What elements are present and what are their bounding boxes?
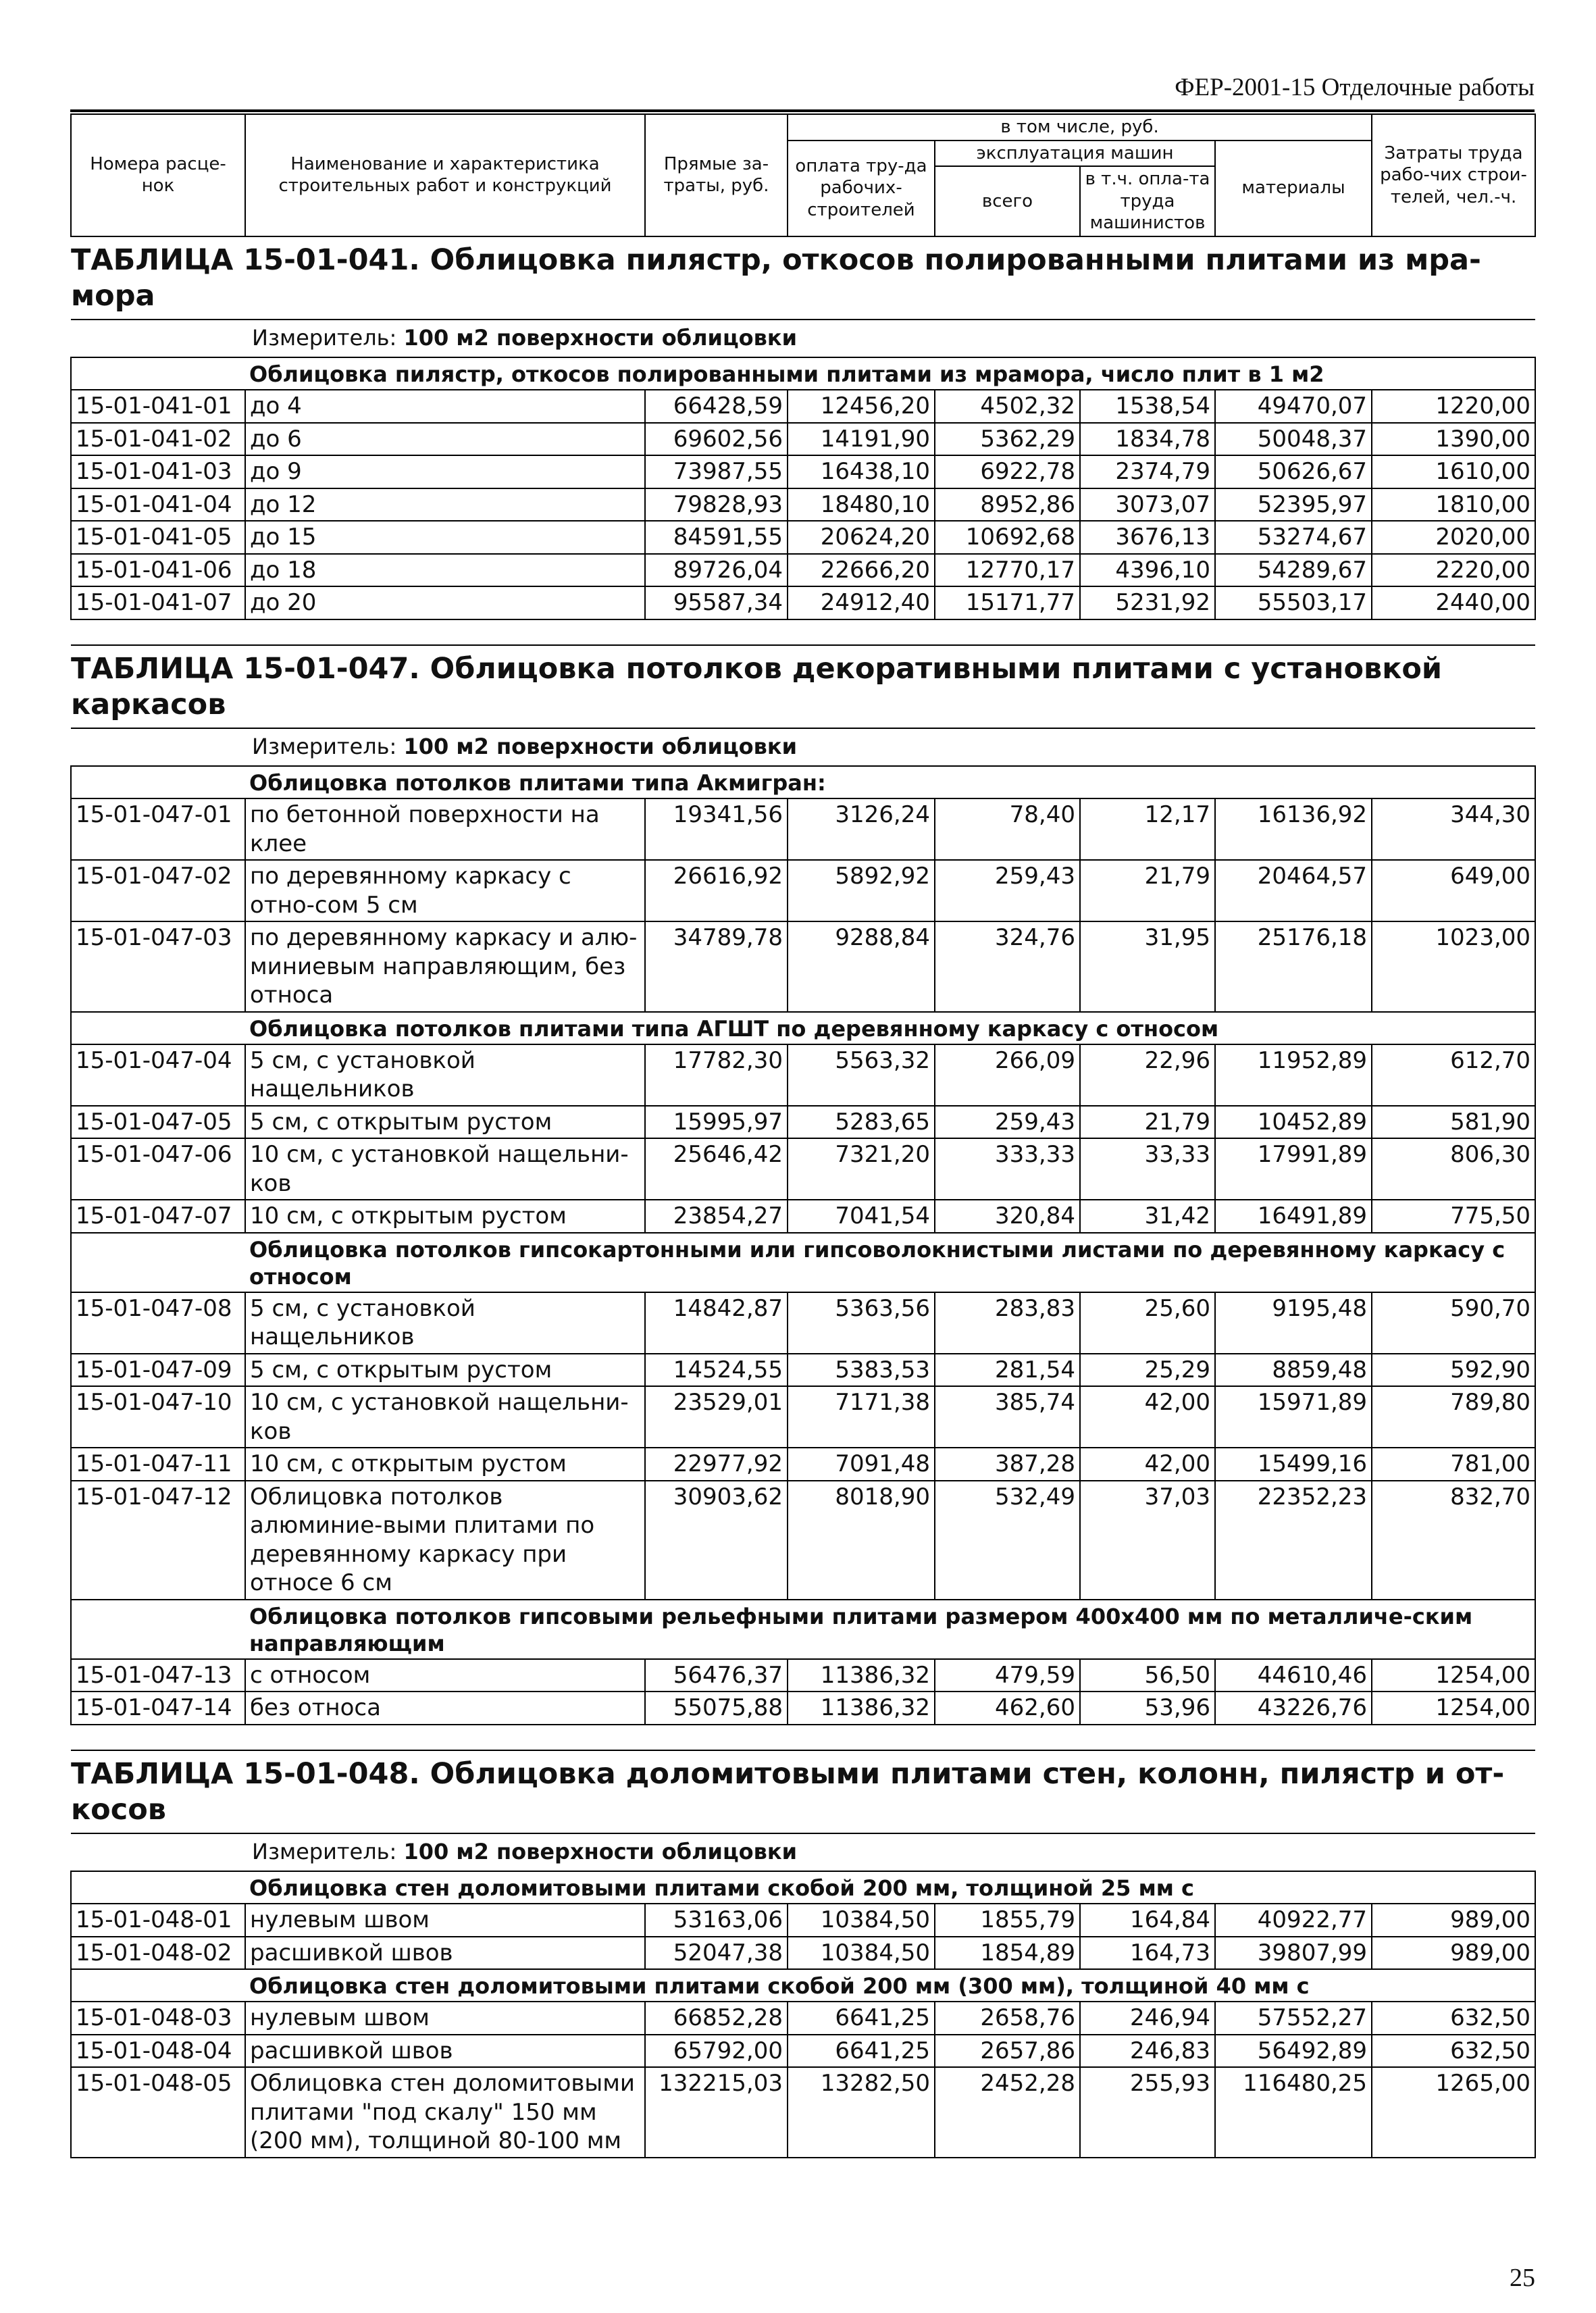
machine-costs: 479,59 <box>935 1659 1080 1692</box>
machinist-wages: 33,33 <box>1080 1138 1215 1200</box>
rate-code: 15-01-041-03 <box>71 455 245 488</box>
material-costs: 25176,18 <box>1215 921 1372 1012</box>
machine-costs: 78,40 <box>935 798 1080 860</box>
worker-wages: 7171,38 <box>788 1386 935 1448</box>
labor-hours: 781,00 <box>1372 1448 1535 1481</box>
work-name: нулевым швом <box>245 1904 645 1937</box>
measure-label: Измеритель: <box>252 734 404 759</box>
direct-costs: 55075,88 <box>645 1692 788 1725</box>
work-name: без относа <box>245 1692 645 1725</box>
machine-costs: 259,43 <box>935 860 1080 921</box>
measure-value: 100 м2 поверхности облицовки <box>403 1839 798 1864</box>
rate-code: 15-01-048-03 <box>71 2002 245 2035</box>
group-heading-row <box>71 1600 1535 1659</box>
worker-wages: 12456,20 <box>788 390 935 423</box>
machinist-wages: 31,95 <box>1080 921 1215 1012</box>
direct-costs: 14842,87 <box>645 1292 788 1354</box>
machine-costs: 385,74 <box>935 1386 1080 1448</box>
direct-costs: 95587,34 <box>645 586 788 619</box>
work-name: до 4 <box>245 390 645 423</box>
table-row <box>71 1138 1535 1200</box>
work-name: по бетонной поверхности на клее <box>245 798 645 860</box>
worker-wages: 16438,10 <box>788 455 935 488</box>
table-row <box>71 488 1535 522</box>
direct-costs: 132215,03 <box>645 2067 788 2158</box>
measure-row <box>71 1833 1535 1871</box>
labor-hours: 806,30 <box>1372 1138 1535 1200</box>
material-costs: 40922,77 <box>1215 1904 1372 1937</box>
table-row <box>71 390 1535 423</box>
machine-costs: 12770,17 <box>935 554 1080 587</box>
document-title: ФЕР-2001-15 Отделочные работы <box>1175 74 1535 101</box>
direct-costs: 79828,93 <box>645 488 788 522</box>
labor-hours: 649,00 <box>1372 860 1535 921</box>
machinist-wages: 4396,10 <box>1080 554 1215 587</box>
labor-hours: 989,00 <box>1372 1904 1535 1937</box>
col-header-labor: Затраты труда рабо-чих строи-телей, чел.-ч. <box>1372 114 1535 236</box>
labor-hours: 2440,00 <box>1372 586 1535 619</box>
table-row <box>71 1106 1535 1139</box>
labor-hours: 775,50 <box>1372 1200 1535 1233</box>
machinist-wages: 164,73 <box>1080 1937 1215 1970</box>
worker-wages: 9288,84 <box>788 921 935 1012</box>
rate-code: 15-01-048-04 <box>71 2035 245 2068</box>
machine-costs: 324,76 <box>935 921 1080 1012</box>
group-heading-row <box>71 1871 1535 1904</box>
rate-code: 15-01-047-06 <box>71 1138 245 1200</box>
table-row <box>71 586 1535 619</box>
measure-unit <box>71 1833 1535 1871</box>
rate-code: 15-01-041-05 <box>71 521 245 554</box>
table-row <box>71 1937 1535 1970</box>
material-costs: 56492,89 <box>1215 2035 1372 2068</box>
table-row <box>71 521 1535 554</box>
group-heading-row <box>71 357 1535 390</box>
worker-wages: 13282,50 <box>788 2067 935 2158</box>
table-row <box>71 1354 1535 1387</box>
machine-costs: 2658,76 <box>935 2002 1080 2035</box>
worker-wages: 7091,48 <box>788 1448 935 1481</box>
machinist-wages: 42,00 <box>1080 1386 1215 1448</box>
rate-code: 15-01-041-01 <box>71 390 245 423</box>
material-costs: 116480,25 <box>1215 2067 1372 2158</box>
worker-wages: 10384,50 <box>788 1937 935 1970</box>
material-costs: 50626,67 <box>1215 455 1372 488</box>
machinist-wages: 3676,13 <box>1080 521 1215 554</box>
rate-code: 15-01-047-08 <box>71 1292 245 1354</box>
material-costs: 50048,37 <box>1215 423 1372 456</box>
labor-hours: 1023,00 <box>1372 921 1535 1012</box>
group-heading: Облицовка потолков плитами типа АГШТ по деревянному каркасу с относом <box>245 1012 1535 1044</box>
labor-hours: 344,30 <box>1372 798 1535 860</box>
direct-costs: 23529,01 <box>645 1386 788 1448</box>
work-name: до 18 <box>245 554 645 587</box>
worker-wages: 6641,25 <box>788 2035 935 2068</box>
group-heading: Облицовка стен доломитовыми плитами скобой 200 мм (300 мм), толщиной 40 мм с <box>245 1969 1535 2002</box>
col-header-direct-costs: Прямые за-траты, руб. <box>645 114 788 236</box>
machinist-wages: 3073,07 <box>1080 488 1215 522</box>
group-heading: Облицовка стен доломитовыми плитами скобой 200 мм, толщиной 25 мм с <box>245 1871 1535 1904</box>
col-header-machines-wages: в т.ч. опла-та труда машинистов <box>1080 166 1215 236</box>
group-heading: Облицовка потолков плитами типа Акмигран: <box>245 766 1535 798</box>
machinist-wages: 22,96 <box>1080 1044 1215 1106</box>
labor-hours: 590,70 <box>1372 1292 1535 1354</box>
group-heading-row <box>71 1012 1535 1044</box>
machine-costs: 281,54 <box>935 1354 1080 1387</box>
machine-costs: 2452,28 <box>935 2067 1080 2158</box>
labor-hours: 2220,00 <box>1372 554 1535 587</box>
direct-costs: 84591,55 <box>645 521 788 554</box>
material-costs: 49470,07 <box>1215 390 1372 423</box>
table-row <box>71 2067 1535 2158</box>
labor-hours: 592,90 <box>1372 1354 1535 1387</box>
direct-costs: 66852,28 <box>645 2002 788 2035</box>
direct-costs: 26616,92 <box>645 860 788 921</box>
machine-costs: 4502,32 <box>935 390 1080 423</box>
material-costs: 43226,76 <box>1215 1692 1372 1725</box>
machine-costs: 10692,68 <box>935 521 1080 554</box>
machine-costs: 8952,86 <box>935 488 1080 522</box>
material-costs: 15499,16 <box>1215 1448 1372 1481</box>
table-row <box>71 1044 1535 1106</box>
table-row <box>71 423 1535 456</box>
rate-code: 15-01-047-02 <box>71 860 245 921</box>
labor-hours: 1610,00 <box>1372 455 1535 488</box>
machine-costs: 333,33 <box>935 1138 1080 1200</box>
material-costs: 22352,23 <box>1215 1481 1372 1600</box>
machinist-wages: 25,60 <box>1080 1292 1215 1354</box>
rate-code: 15-01-047-05 <box>71 1106 245 1139</box>
machinist-wages: 246,94 <box>1080 2002 1215 2035</box>
worker-wages: 5283,65 <box>788 1106 935 1139</box>
table-row <box>71 1904 1535 1937</box>
worker-wages: 5383,53 <box>788 1354 935 1387</box>
worker-wages: 6641,25 <box>788 2002 935 2035</box>
table-row <box>71 860 1535 921</box>
measure-unit <box>71 728 1535 766</box>
table-row <box>71 1481 1535 1600</box>
section-title-row <box>71 236 1535 320</box>
direct-costs: 14524,55 <box>645 1354 788 1387</box>
section-title-row <box>71 1750 1535 1834</box>
direct-costs: 52047,38 <box>645 1937 788 1970</box>
section-spacer <box>71 1725 1535 1750</box>
rate-code: 15-01-048-01 <box>71 1904 245 1937</box>
material-costs: 15971,89 <box>1215 1386 1372 1448</box>
machinist-wages: 56,50 <box>1080 1659 1215 1692</box>
material-costs: 17991,89 <box>1215 1138 1372 1200</box>
rate-code: 15-01-047-11 <box>71 1448 245 1481</box>
material-costs: 11952,89 <box>1215 1044 1372 1106</box>
worker-wages: 7041,54 <box>788 1200 935 1233</box>
direct-costs: 30903,62 <box>645 1481 788 1600</box>
section-spacer <box>71 619 1535 645</box>
material-costs: 10452,89 <box>1215 1106 1372 1139</box>
group-heading: Облицовка пилястр, откосов полированными плитами из мрамора, число плит в 1 м2 <box>245 357 1535 390</box>
worker-wages: 5563,32 <box>788 1044 935 1106</box>
material-costs: 44610,46 <box>1215 1659 1372 1692</box>
group-heading-row <box>71 766 1535 798</box>
measure-value: 100 м2 поверхности облицовки <box>403 325 798 351</box>
worker-wages: 20624,20 <box>788 521 935 554</box>
group-heading: Облицовка потолков гипсокартонными или гипсоволокнистыми листами по деревянному каркасу с относом <box>245 1233 1535 1292</box>
work-name: 5 см, с открытым рустом <box>245 1354 645 1387</box>
worker-wages: 11386,32 <box>788 1659 935 1692</box>
machine-costs: 6922,78 <box>935 455 1080 488</box>
work-name: до 20 <box>245 586 645 619</box>
section-title: ТАБЛИЦА 15-01-048. Облицовка доломитовыми плитами стен, колонн, пилястр и от-косов <box>71 1750 1535 1834</box>
direct-costs: 34789,78 <box>645 921 788 1012</box>
direct-costs: 65792,00 <box>645 2035 788 2068</box>
direct-costs: 53163,06 <box>645 1904 788 1937</box>
work-name: 10 см, с установкой нащельни-ков <box>245 1386 645 1448</box>
table-row <box>71 2002 1535 2035</box>
rate-code: 15-01-047-01 <box>71 798 245 860</box>
machinist-wages: 21,79 <box>1080 1106 1215 1139</box>
machinist-wages: 1538,54 <box>1080 390 1215 423</box>
machine-costs: 5362,29 <box>935 423 1080 456</box>
work-name: 5 см, с установкой нащельников <box>245 1044 645 1106</box>
rates-table <box>70 113 1536 2158</box>
machine-costs: 283,83 <box>935 1292 1080 1354</box>
machine-costs: 462,60 <box>935 1692 1080 1725</box>
labor-hours: 632,50 <box>1372 2002 1535 2035</box>
worker-wages: 8018,90 <box>788 1481 935 1600</box>
group-heading-row <box>71 1969 1535 2002</box>
machine-costs: 1855,79 <box>935 1904 1080 1937</box>
header-rule <box>70 109 1535 112</box>
labor-hours: 1810,00 <box>1372 488 1535 522</box>
material-costs: 55503,17 <box>1215 586 1372 619</box>
direct-costs: 22977,92 <box>645 1448 788 1481</box>
worker-wages: 14191,90 <box>788 423 935 456</box>
table-header-row-1 <box>71 114 1535 141</box>
machine-costs: 1854,89 <box>935 1937 1080 1970</box>
rate-code: 15-01-048-05 <box>71 2067 245 2158</box>
labor-hours: 1265,00 <box>1372 2067 1535 2158</box>
table-row <box>71 554 1535 587</box>
labor-hours: 989,00 <box>1372 1937 1535 1970</box>
rate-code: 15-01-047-13 <box>71 1659 245 1692</box>
group-heading-row <box>71 1233 1535 1292</box>
direct-costs: 25646,42 <box>645 1138 788 1200</box>
rate-code: 15-01-048-02 <box>71 1937 245 1970</box>
labor-hours: 1390,00 <box>1372 423 1535 456</box>
direct-costs: 17782,30 <box>645 1044 788 1106</box>
rate-code: 15-01-047-10 <box>71 1386 245 1448</box>
section-title: ТАБЛИЦА 15-01-041. Облицовка пилястр, откосов полированными плитами из мра-мора <box>71 236 1535 320</box>
work-name: до 9 <box>245 455 645 488</box>
labor-hours: 632,50 <box>1372 2035 1535 2068</box>
machine-costs: 320,84 <box>935 1200 1080 1233</box>
work-name: 5 см, с установкой нащельников <box>245 1292 645 1354</box>
table-row <box>71 1386 1535 1448</box>
direct-costs: 66428,59 <box>645 390 788 423</box>
material-costs: 8859,48 <box>1215 1354 1372 1387</box>
work-name: нулевым швом <box>245 2002 645 2035</box>
work-name: 5 см, с открытым рустом <box>245 1106 645 1139</box>
table-row <box>71 2035 1535 2068</box>
col-header-machines-total: всего <box>935 166 1080 236</box>
col-header-codes: Номера расце-нок <box>71 114 245 236</box>
worker-wages: 11386,32 <box>788 1692 935 1725</box>
work-name: с относом <box>245 1659 645 1692</box>
measure-label: Измеритель: <box>252 1839 404 1864</box>
work-name: до 12 <box>245 488 645 522</box>
measure-label: Измеритель: <box>252 325 404 351</box>
machine-costs: 259,43 <box>935 1106 1080 1139</box>
labor-hours: 2020,00 <box>1372 521 1535 554</box>
machine-costs: 266,09 <box>935 1044 1080 1106</box>
direct-costs: 69602,56 <box>645 423 788 456</box>
worker-wages: 10384,50 <box>788 1904 935 1937</box>
direct-costs: 23854,27 <box>645 1200 788 1233</box>
machinist-wages: 25,29 <box>1080 1354 1215 1387</box>
rate-code: 15-01-047-03 <box>71 921 245 1012</box>
machinist-wages: 53,96 <box>1080 1692 1215 1725</box>
rate-code: 15-01-047-07 <box>71 1200 245 1233</box>
col-header-name: Наименование и характеристика строительных работ и конструкций <box>245 114 645 236</box>
work-name: 10 см, с установкой нащельни-ков <box>245 1138 645 1200</box>
material-costs: 9195,48 <box>1215 1292 1372 1354</box>
worker-wages: 24912,40 <box>788 586 935 619</box>
machine-costs: 2657,86 <box>935 2035 1080 2068</box>
table-row <box>71 921 1535 1012</box>
material-costs: 39807,99 <box>1215 1937 1372 1970</box>
rate-code: 15-01-041-04 <box>71 488 245 522</box>
direct-costs: 15995,97 <box>645 1106 788 1139</box>
rate-code: 15-01-047-12 <box>71 1481 245 1600</box>
material-costs: 52395,97 <box>1215 488 1372 522</box>
material-costs: 16491,89 <box>1215 1200 1372 1233</box>
material-costs: 57552,27 <box>1215 2002 1372 2035</box>
worker-wages: 5363,56 <box>788 1292 935 1354</box>
labor-hours: 1220,00 <box>1372 390 1535 423</box>
machine-costs: 387,28 <box>935 1448 1080 1481</box>
table-body <box>71 236 1535 2158</box>
worker-wages: 18480,10 <box>788 488 935 522</box>
machinist-wages: 37,03 <box>1080 1481 1215 1600</box>
col-header-machines: эксплуатация машин <box>935 141 1215 167</box>
page-number: 25 <box>1510 2264 1535 2292</box>
labor-hours: 832,70 <box>1372 1481 1535 1600</box>
machinist-wages: 164,84 <box>1080 1904 1215 1937</box>
table-row <box>71 1659 1535 1692</box>
worker-wages: 3126,24 <box>788 798 935 860</box>
work-name: по деревянному каркасу и алю-миниевым направляющим, без относа <box>245 921 645 1012</box>
machinist-wages: 1834,78 <box>1080 423 1215 456</box>
worker-wages: 22666,20 <box>788 554 935 587</box>
work-name: до 6 <box>245 423 645 456</box>
group-heading: Облицовка потолков гипсовыми рельефными плитами размером 400х400 мм по металличе-ским направляющим <box>245 1600 1535 1659</box>
measure-row <box>71 320 1535 357</box>
machinist-wages: 2374,79 <box>1080 455 1215 488</box>
direct-costs: 89726,04 <box>645 554 788 587</box>
direct-costs: 73987,55 <box>645 455 788 488</box>
measure-value: 100 м2 поверхности облицовки <box>403 734 798 759</box>
rate-code: 15-01-041-06 <box>71 554 245 587</box>
machine-costs: 532,49 <box>935 1481 1080 1600</box>
labor-hours: 612,70 <box>1372 1044 1535 1106</box>
table-row <box>71 455 1535 488</box>
rate-code: 15-01-047-04 <box>71 1044 245 1106</box>
worker-wages: 5892,92 <box>788 860 935 921</box>
work-name: Облицовка стен доломитовыми плитами "под скалу" 150 мм (200 мм), толщиной 80-100 мм <box>245 2067 645 2158</box>
machinist-wages: 255,93 <box>1080 2067 1215 2158</box>
rate-code: 15-01-041-02 <box>71 423 245 456</box>
table-row <box>71 1692 1535 1725</box>
work-name: 10 см, с открытым рустом <box>245 1448 645 1481</box>
machinist-wages: 21,79 <box>1080 860 1215 921</box>
direct-costs: 19341,56 <box>645 798 788 860</box>
machinist-wages: 31,42 <box>1080 1200 1215 1233</box>
rate-code: 15-01-041-07 <box>71 586 245 619</box>
table-row <box>71 798 1535 860</box>
measure-unit <box>71 320 1535 357</box>
direct-costs: 56476,37 <box>645 1659 788 1692</box>
labor-hours: 789,80 <box>1372 1386 1535 1448</box>
worker-wages: 7321,20 <box>788 1138 935 1200</box>
rate-code: 15-01-047-09 <box>71 1354 245 1387</box>
page-header <box>70 73 1535 107</box>
table-row <box>71 1200 1535 1233</box>
machinist-wages: 42,00 <box>1080 1448 1215 1481</box>
measure-row <box>71 728 1535 766</box>
labor-hours: 1254,00 <box>1372 1692 1535 1725</box>
col-header-including: в том числе, руб. <box>788 114 1372 141</box>
machinist-wages: 246,83 <box>1080 2035 1215 2068</box>
material-costs: 16136,92 <box>1215 798 1372 860</box>
material-costs: 53274,67 <box>1215 521 1372 554</box>
work-name: 10 см, с открытым рустом <box>245 1200 645 1233</box>
section-title-row <box>71 645 1535 729</box>
work-name: Облицовка потолков алюминие-выми плитами по деревянному каркасу при относе 6 см <box>245 1481 645 1600</box>
section-title: ТАБЛИЦА 15-01-047. Облицовка потолков декоративными плитами с установкой каркасов <box>71 645 1535 729</box>
rate-code: 15-01-047-14 <box>71 1692 245 1725</box>
col-header-materials: материалы <box>1215 141 1372 236</box>
table-row <box>71 1448 1535 1481</box>
labor-hours: 581,90 <box>1372 1106 1535 1139</box>
col-header-wages: оплата тру-да рабочих-строителей <box>788 141 935 236</box>
work-name: расшивкой швов <box>245 1937 645 1970</box>
machinist-wages: 5231,92 <box>1080 586 1215 619</box>
material-costs: 20464,57 <box>1215 860 1372 921</box>
work-name: расшивкой швов <box>245 2035 645 2068</box>
machine-costs: 15171,77 <box>935 586 1080 619</box>
material-costs: 54289,67 <box>1215 554 1372 587</box>
machinist-wages: 12,17 <box>1080 798 1215 860</box>
work-name: до 15 <box>245 521 645 554</box>
table-row <box>71 1292 1535 1354</box>
labor-hours: 1254,00 <box>1372 1659 1535 1692</box>
work-name: по деревянному каркасу с отно-сом 5 см <box>245 860 645 921</box>
